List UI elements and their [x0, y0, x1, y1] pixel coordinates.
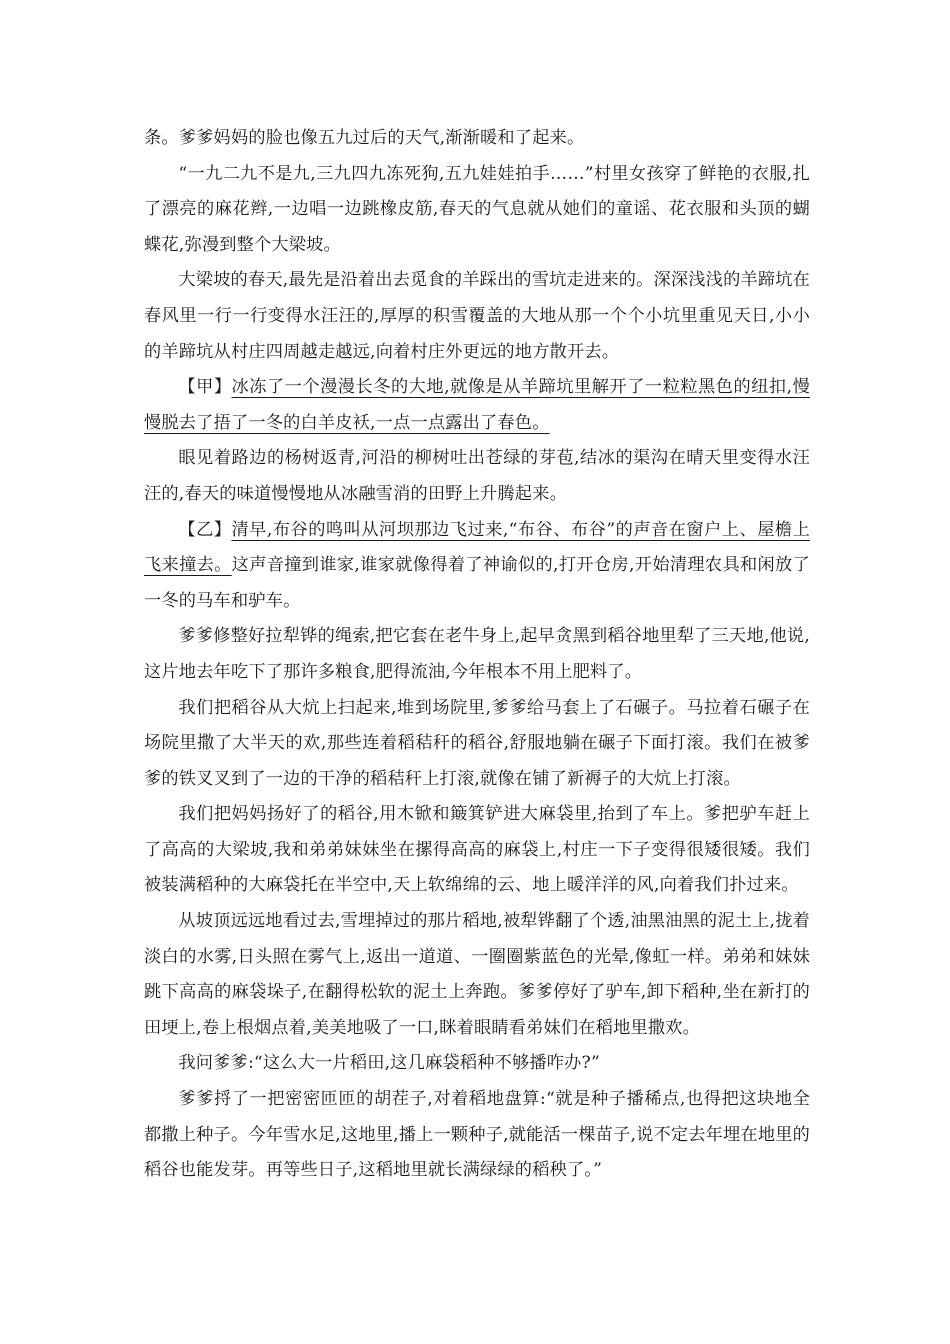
paragraph-2: “一九二九不是九,三九四九冻死狗,五九娃娃拍手……”村里女孩穿了鲜艳的衣服,扎了漂亮的麻花辫,一边唱一边跳橡皮筋,春天的气息就从她们的童谣、花衣服和头顶的蝴蝶花,弥漫到整个大梁坡。 — [144, 163, 810, 255]
section-marker-yi: 【乙】 — [178, 519, 232, 540]
document-page — [144, 121, 810, 1189]
paragraph-7: 爹爹修整好拉犁铧的绳索,把它套在老牛身上,起早贪黑到稻谷地里犁了三天地,他说,这片地去年吃下了那许多粮食,肥得流油,今年根本不用上肥料了。 — [144, 626, 810, 682]
underlined-sentence-yi: 清早,布谷的鸣叫从河坝那边飞过来,“布谷、布谷”的声音在窗户上、屋檐上飞来撞去。 — [144, 519, 810, 576]
underlined-sentence-jia: 冰冻了一个漫漫长冬的大地,就像是从羊蹄坑里解开了一粒粒黑色的纽扣,慢慢脱去了捂了一冬的白羊皮袄,一点一点露出了春色。 — [144, 377, 810, 433]
paragraph-3: 大梁坡的春天,最先是沿着出去觅食的羊踩出的雪坑走进来的。深深浅浅的羊蹄坑在春风里一行一行变得水汪汪的,厚厚的积雪覆盖的大地从那一个个小坑里重见天日,小小的羊蹄坑从村庄四周越走越远,向着村庄外更远的地方散开去。 — [144, 270, 811, 362]
paragraph-11: 我问爹爹:“这么大一片稻田,这几麻袋稻种不够播咋办?” — [178, 1053, 600, 1074]
paragraph-12: 爹爹捋了一把密密匝匝的胡茬子,对着稻地盘算:“就是种子播稀点,也得把这块地全都撒上种子。今年雪水足,这地里,播上一颗种子,就能活一棵苗子,说不定去年埋在地里的稻谷也能发芽。再等些日子,这稻地里就长满绿绿的稻秧了。” — [144, 1089, 810, 1181]
section-marker-jia: 【甲】 — [178, 377, 232, 398]
paragraph-yi-rest: 这声音撞到谁家,谁家就像得着了神谕似的,打开仓房,开始清理农具和闲放了一冬的马车和驴车。 — [144, 555, 810, 611]
paragraph-5: 眼见着路边的杨树返青,河沿的柳树吐出苍绿的芽苞,结冰的渠沟在晴天里变得水汪汪的,春天的味道慢慢地从冰融雪消的田野上升腾起来。 — [144, 448, 810, 504]
paragraph-9: 我们把妈妈扬好了的稻谷,用木锨和簸箕铲进大麻袋里,抬到了车上。爹把驴车赶上了高高的大梁坡,我和弟弟妹妹坐在摞得高高的麻袋上,村庄一下子变得很矮很矮。我们被装满稻种的大麻袋托在半空中,天上软绵绵的云、地上暖洋洋的风,向着我们扑过来。 — [144, 804, 810, 896]
paragraph-1: 条。爹爹妈妈的脸也像五九过后的天气,渐渐暖和了起来。 — [144, 128, 585, 148]
paragraph-8: 我们把稻谷从大炕上扫起来,堆到场院里,爹爹给马套上了石碾子。马拉着石碾子在场院里撒了大半天的欢,那些连着稻秸秆的稻谷,舒服地躺在碾子下面打滚。我们在被爹爹的铁叉叉到了一边的干净的稻秸秆上打滚,就像在铺了新褥子的大炕上打滚。 — [144, 697, 810, 789]
paragraph-yi — [144, 513, 810, 620]
paragraph-10: 从坡顶远远地看过去,雪埋掉过的那片稻地,被犁铧翻了个透,油黑油黑的泥土上,拢着淡白的水雾,日头照在雾气上,返出一道道、一圈圈紫蓝色的光晕,像虹一样。弟弟和妹妹跳下高高的麻袋垛子,在翻得松软的泥土上奔跑。爹爹停好了驴车,卸下稻种,坐在新打的田埂上,卷上根烟点着,美美地吸了一口,眯着眼睛看弟妹们在稻地里撒欢。 — [144, 911, 810, 1038]
paragraph-jia — [144, 370, 810, 441]
